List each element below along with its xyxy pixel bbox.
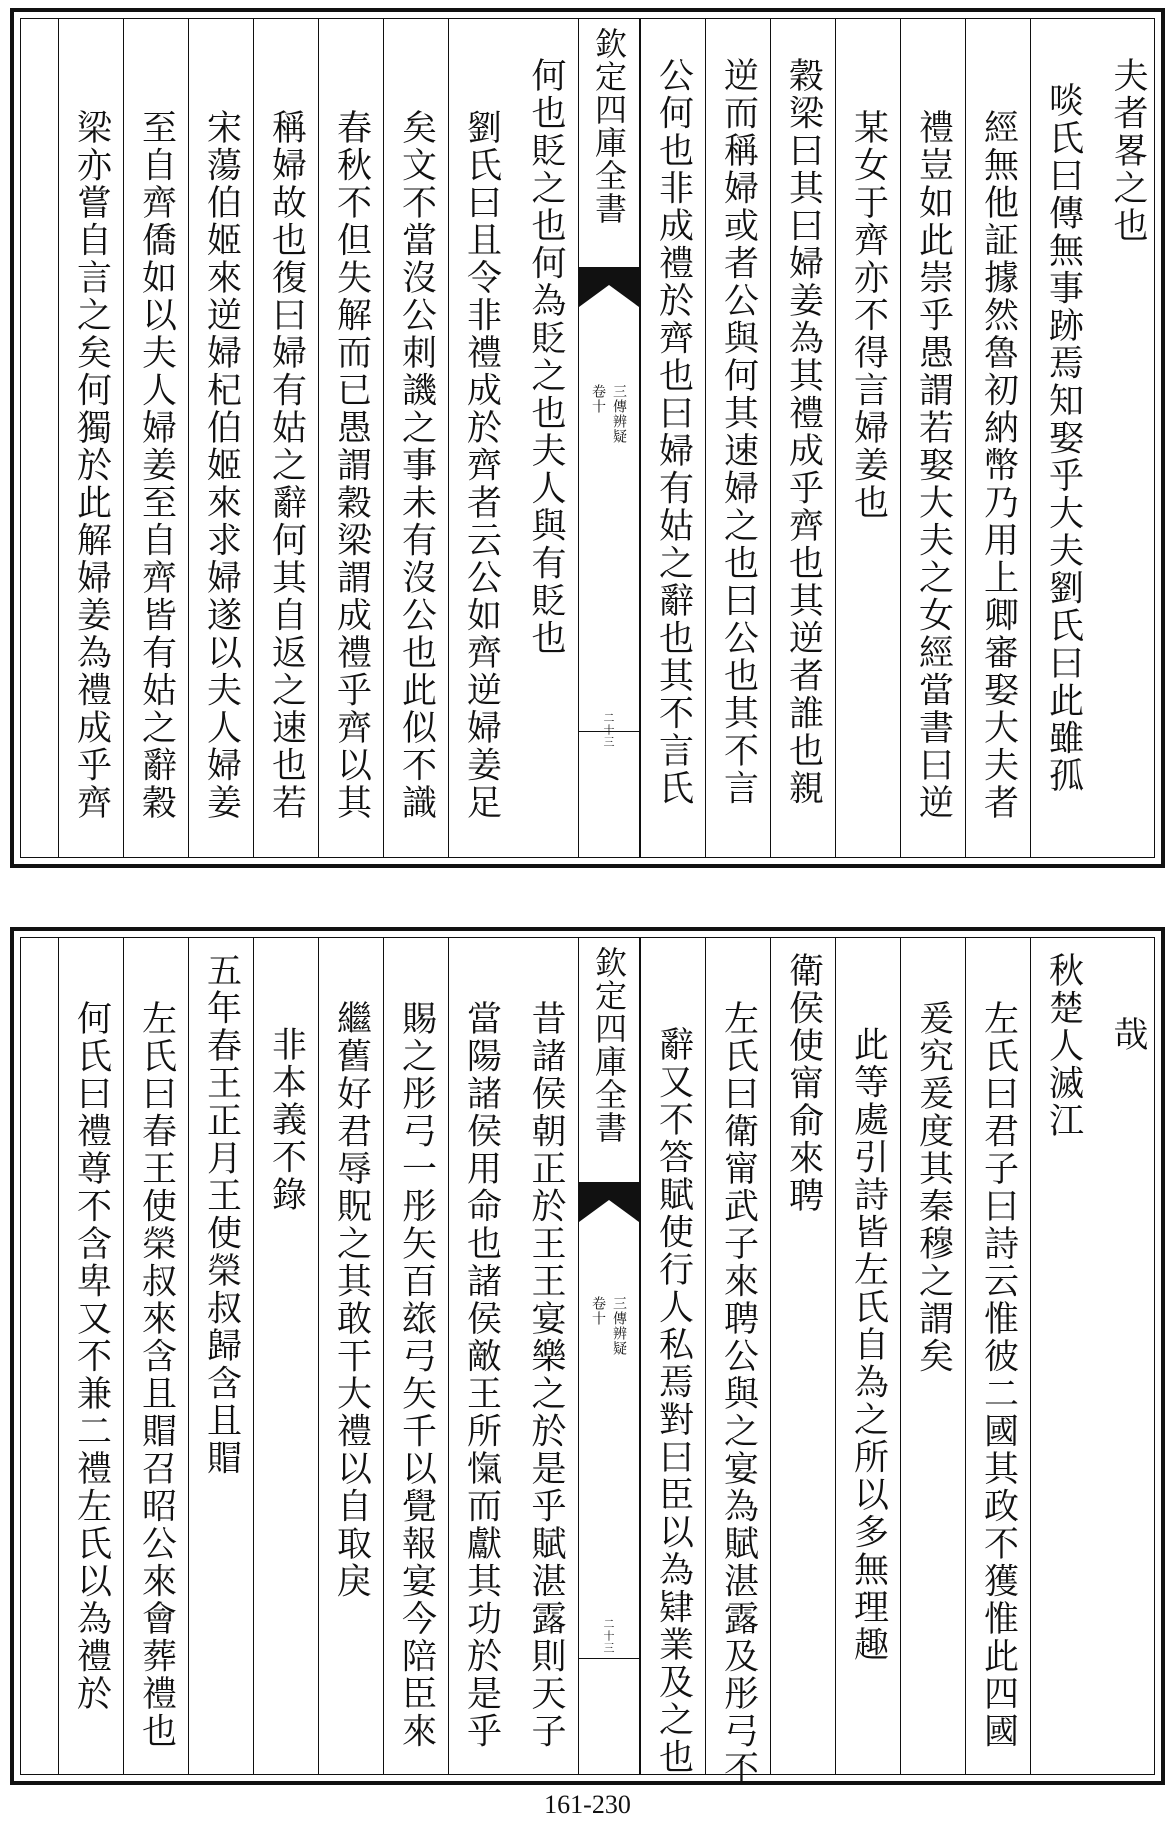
text-column (770, 938, 835, 1774)
column-text: 此等處引詩皆左氏自為之所以多無理趣 (848, 1026, 889, 1664)
column-text: 梁亦嘗自言之矣何獨於此解婦姜為禮成乎齊 (71, 109, 112, 822)
text-column (123, 19, 188, 857)
text-column (383, 19, 448, 857)
banner-volume: 卷十 (590, 384, 606, 414)
text-column (1095, 19, 1160, 857)
column-text: 何氏曰禮尊不含卑又不兼二禮左氏以為禮於 (71, 1000, 112, 1713)
banner-title: 欽定四庫全書 (590, 27, 628, 225)
column-text: 劉氏曰且令非禮成於齊者云公如齊逆婦姜足 (461, 109, 502, 822)
banner-page-number: 二十三 (602, 712, 615, 748)
column-text: 稱婦故也復曰婦有姑之辭何其自返之速也若 (266, 109, 307, 822)
column-text: 辭又不答賦使行人私焉對曰臣以為肄業及之也 (653, 1026, 694, 1776)
column-text: 五年春王正月王使榮叔歸含且賵 (201, 952, 242, 1477)
text-column (1030, 938, 1095, 1774)
bottom-page-frame (20, 937, 1155, 1788)
banner-book-name: 三傳辨疑 (611, 384, 627, 444)
text-column (58, 19, 123, 857)
text-column (318, 938, 383, 1774)
text-column (448, 19, 513, 857)
text-column (1095, 938, 1160, 1774)
column-text: 啖氏曰傳無事跡焉知娶乎大夫劉氏曰此雖孤 (1043, 82, 1084, 795)
column-text: 昔諸侯朝正於王王宴樂之於是乎賦湛露則天子 (526, 1000, 566, 1750)
text-column (1030, 19, 1095, 857)
banner-column (578, 938, 640, 1774)
banner-book-name: 三傳辨疑 (611, 1296, 627, 1356)
column-text: 逆而稱婦或者公與何其速婦之也曰公也其不言 (718, 57, 759, 807)
top-page-frame (20, 18, 1155, 858)
column-text: 夫者畧之也 (1108, 57, 1148, 245)
column-text: 非本義不錄 (266, 1026, 307, 1214)
column-text: 何也貶之也何為貶之也夫人與有貶也 (526, 57, 566, 657)
text-column (318, 19, 383, 857)
text-column (705, 19, 770, 857)
column-text: 爰究爰度其秦穆之謂矣 (913, 1000, 954, 1375)
top-page (10, 8, 1165, 868)
fishtail-mark-icon (579, 267, 639, 307)
column-text: 經無他証據然魯初納幣乃用上卿審娶大夫者 (978, 109, 1019, 822)
column-text: 春秋不但失解而已愚謂穀梁謂成禮乎齊以其 (331, 109, 372, 822)
text-column (835, 19, 900, 857)
fishtail-mark-icon (579, 1182, 639, 1222)
text-column (965, 938, 1030, 1774)
column-text: 左氏曰衛甯武子來聘公與之宴為賦湛露及彤弓不 (718, 1000, 759, 1788)
banner-title: 欽定四庫全書 (590, 946, 628, 1144)
text-column (513, 19, 578, 857)
text-column (58, 938, 123, 1774)
banner-volume: 卷十 (590, 1296, 606, 1326)
text-column (900, 19, 965, 857)
column-text: 賜之彤弓一彤矢百玈弓矢千以覺報宴今陪臣來 (396, 1000, 437, 1750)
column-text: 穀梁曰其曰婦姜為其禮成乎齊也其逆者誰也親 (783, 57, 824, 807)
text-column (705, 938, 770, 1788)
column-text: 哉 (1108, 1016, 1148, 1054)
page-reference-number: 161-230 (544, 1790, 631, 1819)
column-text: 秋楚人滅江 (1043, 952, 1084, 1140)
text-column (188, 938, 253, 1774)
column-text: 公何也非成禮於齊也曰婦有姑之辭也其不言氏 (653, 57, 694, 807)
text-column (383, 938, 448, 1774)
column-text: 矣文不當沒公刺譏之事未有沒公也此似不識 (396, 109, 437, 822)
column-text: 宋蕩伯姬來逆婦杞伯姬來求婦遂以夫人婦姜 (201, 109, 242, 822)
banner-divider (579, 1658, 639, 1659)
bottom-page (10, 927, 1165, 1788)
column-text: 左氏曰春王使榮叔來含且賵召昭公來會葬禮也 (136, 1000, 177, 1750)
text-column (640, 938, 705, 1774)
column-text: 衛侯使甯俞來聘 (783, 952, 824, 1215)
text-column (770, 19, 835, 857)
text-column (513, 938, 578, 1774)
text-column (253, 19, 318, 857)
banner-column (578, 19, 640, 857)
text-column (640, 19, 705, 857)
column-text: 某女于齊亦不得言婦姜也 (848, 109, 889, 522)
text-column (188, 19, 253, 857)
text-column (253, 938, 318, 1774)
text-column (965, 19, 1030, 857)
text-column (900, 938, 965, 1774)
column-text: 左氏曰君子曰詩云惟彼二國其政不獲惟此四國 (978, 1000, 1019, 1750)
banner-page-number: 二十三 (602, 1618, 615, 1654)
text-column (835, 938, 900, 1774)
column-text: 繼舊好君辱貺之其敢干大禮以自取戾 (331, 1000, 372, 1600)
column-text: 禮豈如此崇乎愚謂若娶大夫之女經當書曰逆 (913, 109, 954, 822)
banner-divider (579, 731, 639, 732)
column-text: 至自齊僑如以夫人婦姜至自齊皆有姑之辭穀 (136, 109, 177, 822)
text-column (448, 938, 513, 1774)
text-column (123, 938, 188, 1774)
column-text: 當陽諸侯用命也諸侯敵王所愾而獻其功於是乎 (461, 1000, 502, 1750)
